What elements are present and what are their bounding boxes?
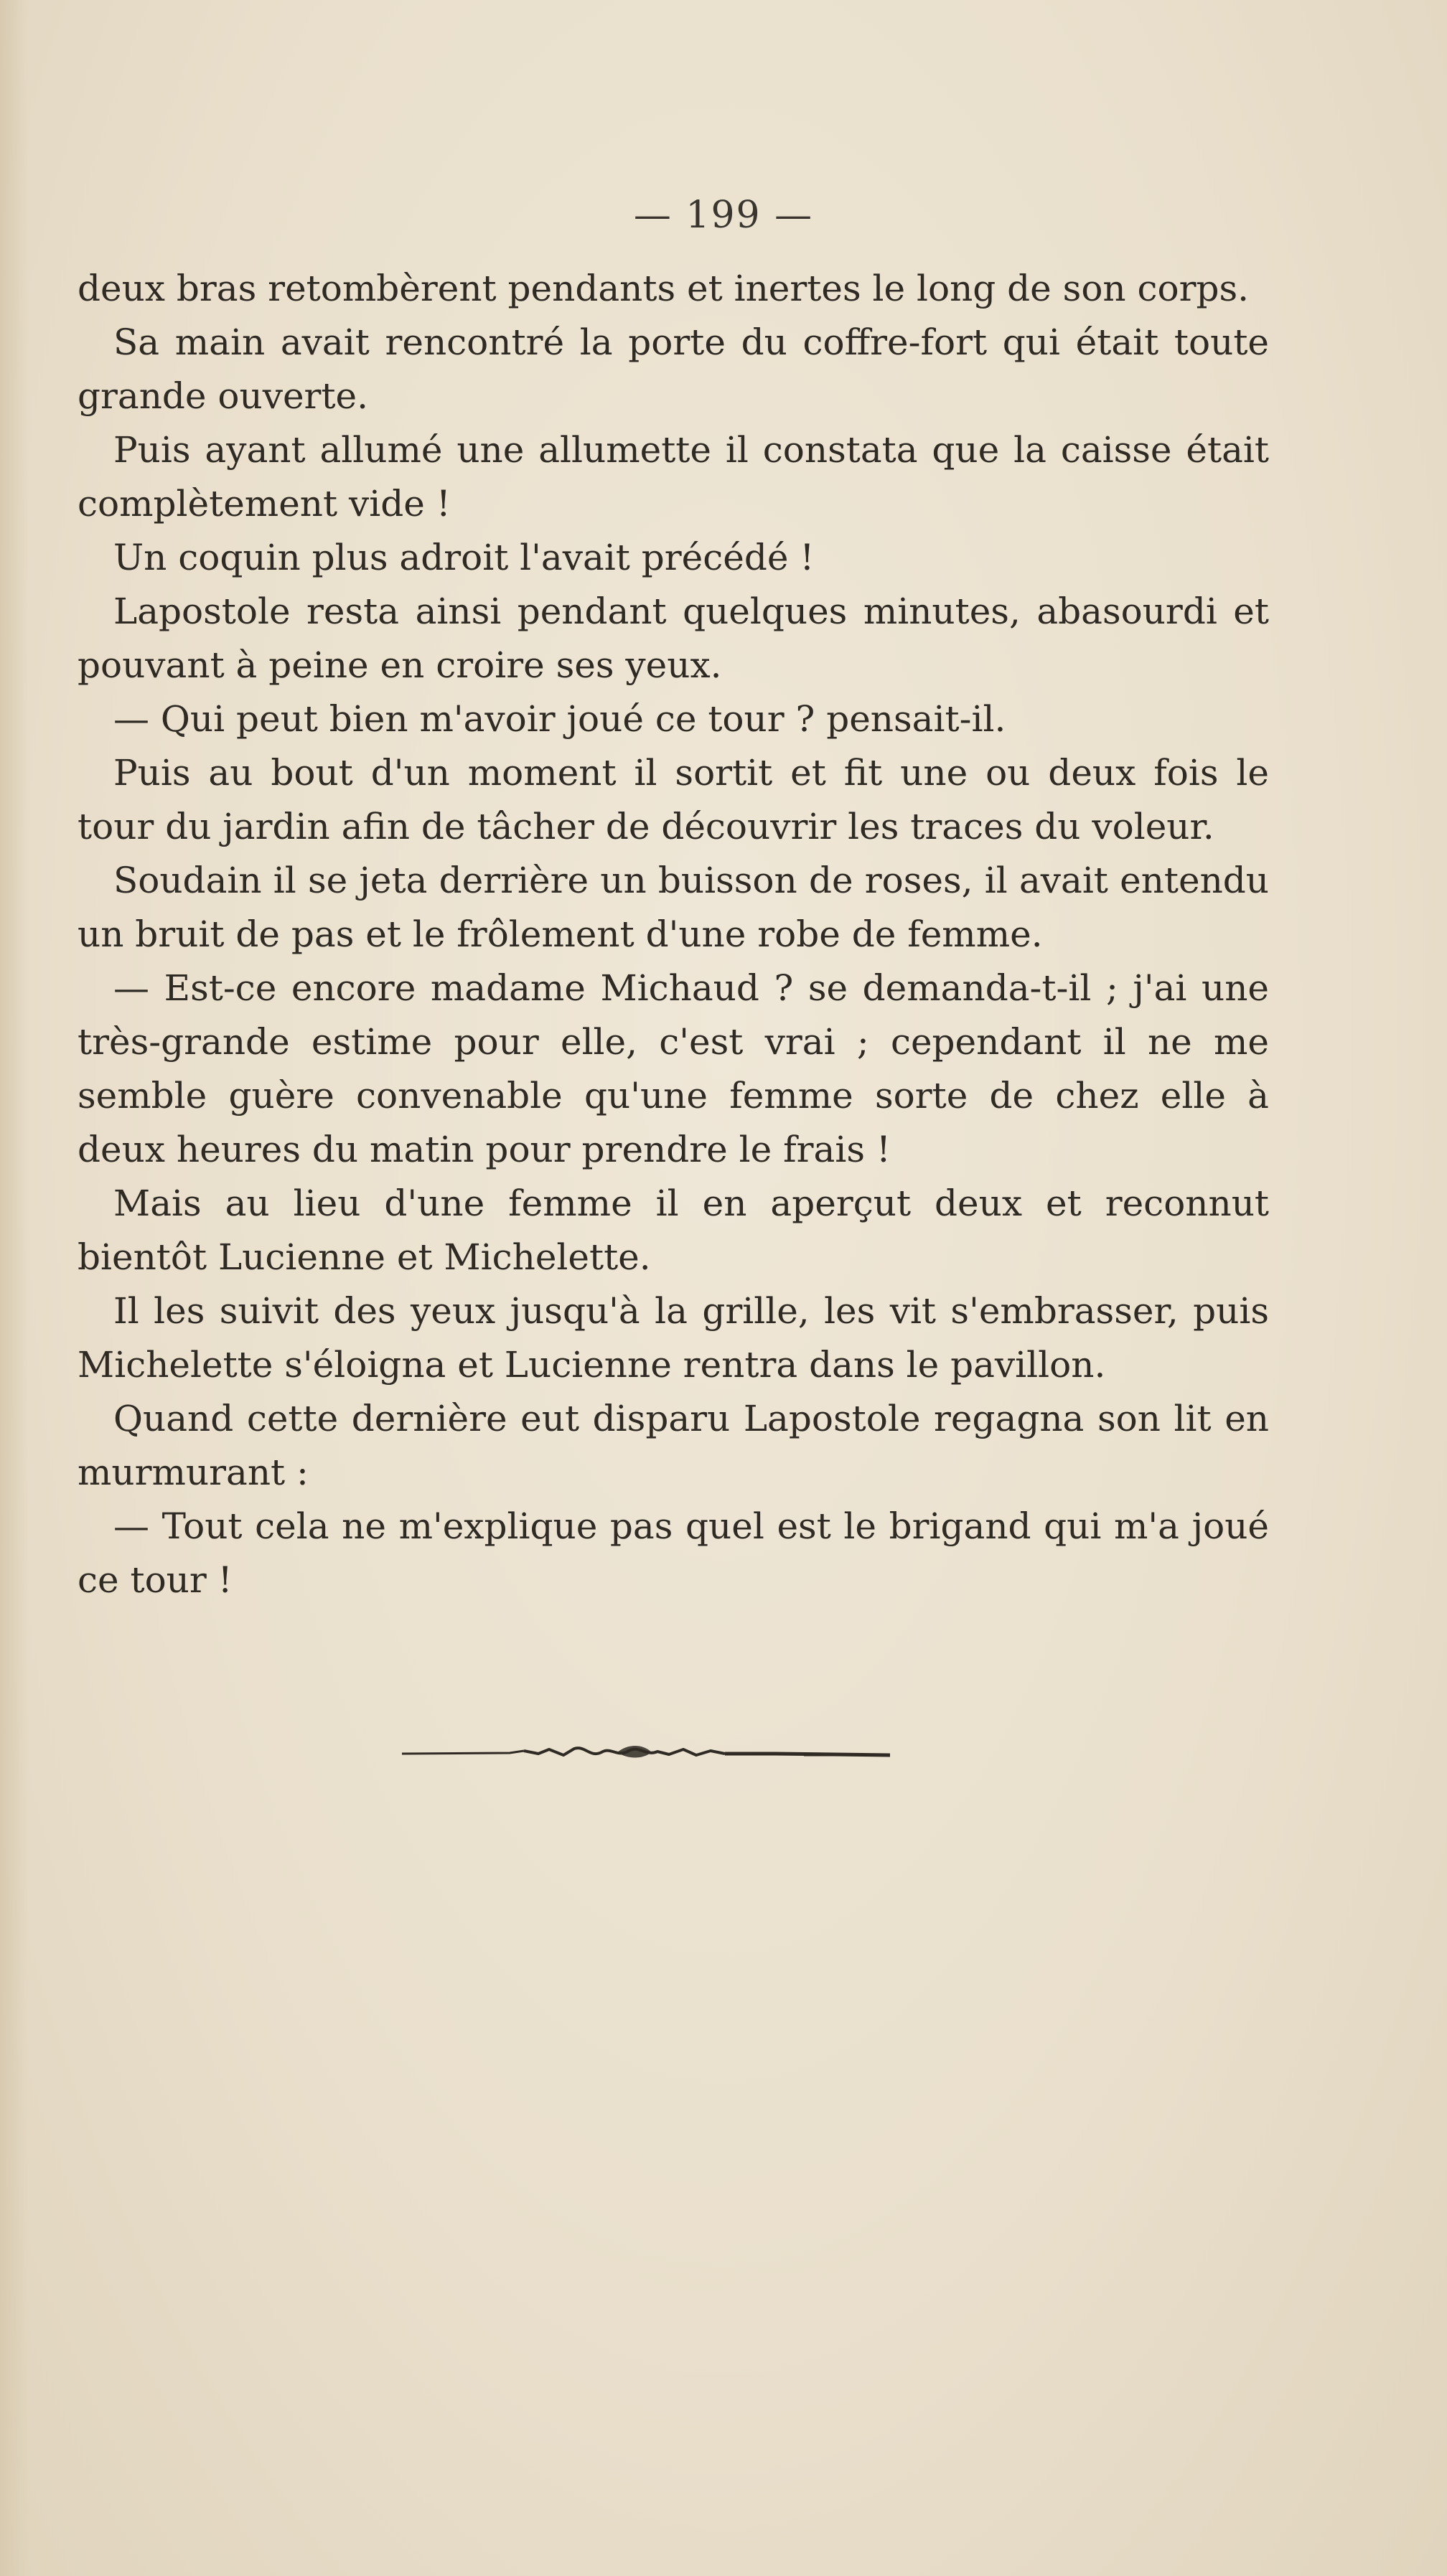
paragraph-4: Un coquin plus adroit l'avait précédé ! xyxy=(113,537,815,578)
paragraph-10: Mais au lieu d'une femme il en aperçut deux et reconnut bientôt Lucienne et Michelette. xyxy=(78,1183,1269,1278)
page-gutter-shadow xyxy=(0,0,29,2576)
paragraph-9: — Est-ce encore madame Michaud ? se demanda-t-il ; j'ai une très-grande estime pour elle, c'est vrai ; cependant il ne me semble guère convenable qu'une femme sorte de chez elle à deux heures du matin pour prendre le frais ! xyxy=(78,967,1269,1170)
end-of-chapter-flourish-icon xyxy=(402,1742,890,1764)
paragraph-3: Puis ayant allumé une allumette il constata que la caisse était complètement vide ! xyxy=(78,429,1269,525)
paragraph-6: — Qui peut bien m'avoir joué ce tour ? pensait-il. xyxy=(113,698,1006,740)
body-text xyxy=(78,262,1269,1607)
paragraph-7: Puis au bout d'un moment il sortit et fit une ou deux fois le tour du jardin afin de tâcher de découvrir les traces du voleur. xyxy=(78,752,1269,847)
paragraph-5: Lapostole resta ainsi pendant quelques minutes, abasourdi et pouvant à peine en croire ses yeux. xyxy=(78,591,1269,686)
paragraph-8: Soudain il se jeta derrière un buisson de roses, il avait entendu un bruit de pas et le frôlement d'une robe de femme. xyxy=(78,860,1269,955)
paragraph-12: Quand cette dernière eut disparu Lapostole regagna son lit en murmurant : xyxy=(78,1398,1269,1493)
paragraph-1: deux bras retombèrent pendants et inertes le long de son corps. xyxy=(78,268,1250,309)
paragraph-11: Il les suivit des yeux jusqu'à la grille, les vit s'embrasser, puis Michelette s'éloigna et Lucienne rentra dans le pavillon. xyxy=(78,1290,1269,1386)
paragraph-2: Sa main avait rencontré la porte du coffre-fort qui était toute grande ouverte. xyxy=(78,321,1269,417)
paragraph-13: — Tout cela ne m'explique pas quel est le brigand qui m'a joué ce tour ! xyxy=(78,1505,1269,1601)
page-number: — 199 — xyxy=(633,194,814,237)
